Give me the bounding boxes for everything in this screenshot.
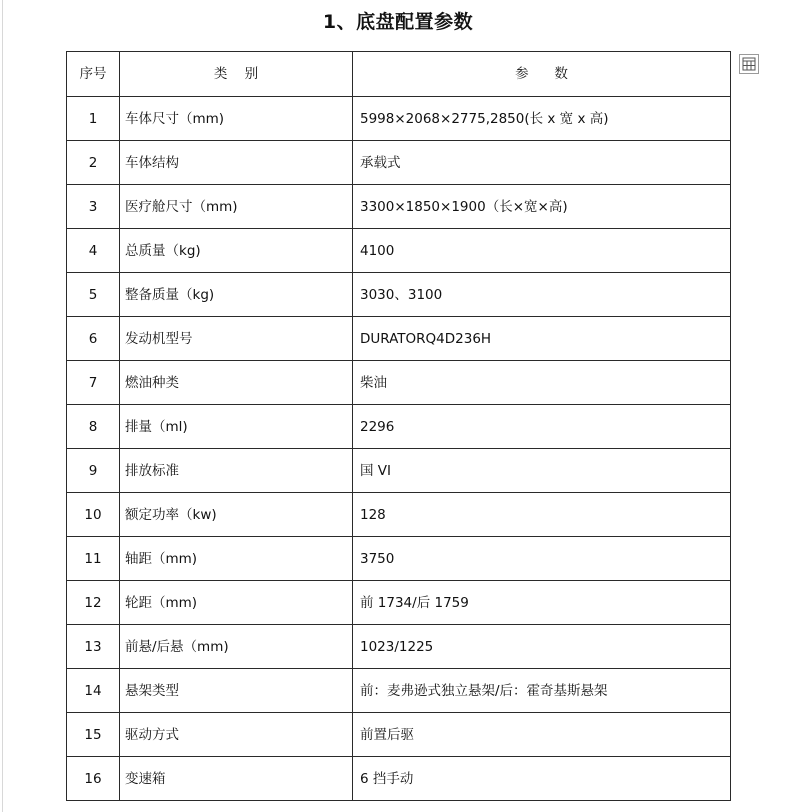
table-row	[67, 273, 731, 317]
cell-param: 前置后驱	[353, 713, 731, 757]
cell-category: 驱动方式	[120, 713, 353, 757]
cell-no: 1	[67, 97, 120, 141]
cell-category: 前悬/后悬（mm)	[120, 625, 353, 669]
cell-param: 国 VI	[353, 449, 731, 493]
cell-category: 医疗舱尺寸（mm)	[120, 185, 353, 229]
cell-category: 整备质量（kg)	[120, 273, 353, 317]
page-title: 1、底盘配置参数	[322, 11, 474, 33]
cell-category: 排放标准	[120, 449, 353, 493]
cell-param: DURATORQ4D236H	[353, 317, 731, 361]
cell-category: 轮距（mm)	[120, 581, 353, 625]
chassis-params-table	[66, 51, 731, 801]
table-row	[67, 493, 731, 537]
table-row	[67, 405, 731, 449]
cell-category: 轴距（mm)	[120, 537, 353, 581]
cell-no: 13	[67, 625, 120, 669]
cell-param: 4100	[353, 229, 731, 273]
table-header-row	[67, 52, 731, 97]
cell-no: 2	[67, 141, 120, 185]
cell-category: 车体尺寸（mm)	[120, 97, 353, 141]
cell-param: 前：麦弗逊式独立悬架/后：霍奇基斯悬架	[353, 669, 731, 713]
cell-param: 2296	[353, 405, 731, 449]
cell-param: 1023/1225	[353, 625, 731, 669]
cell-no: 15	[67, 713, 120, 757]
cell-no: 8	[67, 405, 120, 449]
table-grid-icon	[742, 57, 756, 71]
cell-no: 14	[67, 669, 120, 713]
cell-param: 柴油	[353, 361, 731, 405]
cell-param: 6 挡手动	[353, 757, 731, 801]
table-row	[67, 185, 731, 229]
cell-category: 车体结构	[120, 141, 353, 185]
table-row	[67, 757, 731, 801]
cell-param: 5998×2068×2775,2850(长 x 宽 x 高)	[353, 97, 731, 141]
table-row	[67, 361, 731, 405]
table-row	[67, 229, 731, 273]
cell-param: 128	[353, 493, 731, 537]
cell-param: 3750	[353, 537, 731, 581]
header-category: 类 别	[120, 52, 353, 97]
cell-no: 11	[67, 537, 120, 581]
table-row	[67, 141, 731, 185]
cell-no: 5	[67, 273, 120, 317]
cell-no: 3	[67, 185, 120, 229]
table-row	[67, 449, 731, 493]
cell-no: 7	[67, 361, 120, 405]
header-no: 序号	[67, 52, 120, 97]
cell-category: 额定功率（kw)	[120, 493, 353, 537]
cell-category: 发动机型号	[120, 317, 353, 361]
table-row	[67, 97, 731, 141]
table-row	[67, 317, 731, 361]
cell-category: 悬架类型	[120, 669, 353, 713]
cell-param: 3300×1850×1900（长×宽×高)	[353, 185, 731, 229]
table-row	[67, 625, 731, 669]
cell-no: 6	[67, 317, 120, 361]
page-left-edge	[2, 0, 3, 812]
cell-no: 10	[67, 493, 120, 537]
cell-no: 9	[67, 449, 120, 493]
table-row	[67, 537, 731, 581]
cell-no: 16	[67, 757, 120, 801]
cell-param: 承载式	[353, 141, 731, 185]
cell-no: 4	[67, 229, 120, 273]
table-row	[67, 581, 731, 625]
cell-param: 3030、3100	[353, 273, 731, 317]
table-row	[67, 713, 731, 757]
cell-param: 前 1734/后 1759	[353, 581, 731, 625]
table-select-icon[interactable]	[739, 54, 759, 74]
header-param: 参 数	[353, 52, 731, 97]
cell-category: 燃油种类	[120, 361, 353, 405]
table-row	[67, 669, 731, 713]
cell-no: 12	[67, 581, 120, 625]
cell-category: 总质量（kg)	[120, 229, 353, 273]
cell-category: 变速箱	[120, 757, 353, 801]
cell-category: 排量（ml)	[120, 405, 353, 449]
